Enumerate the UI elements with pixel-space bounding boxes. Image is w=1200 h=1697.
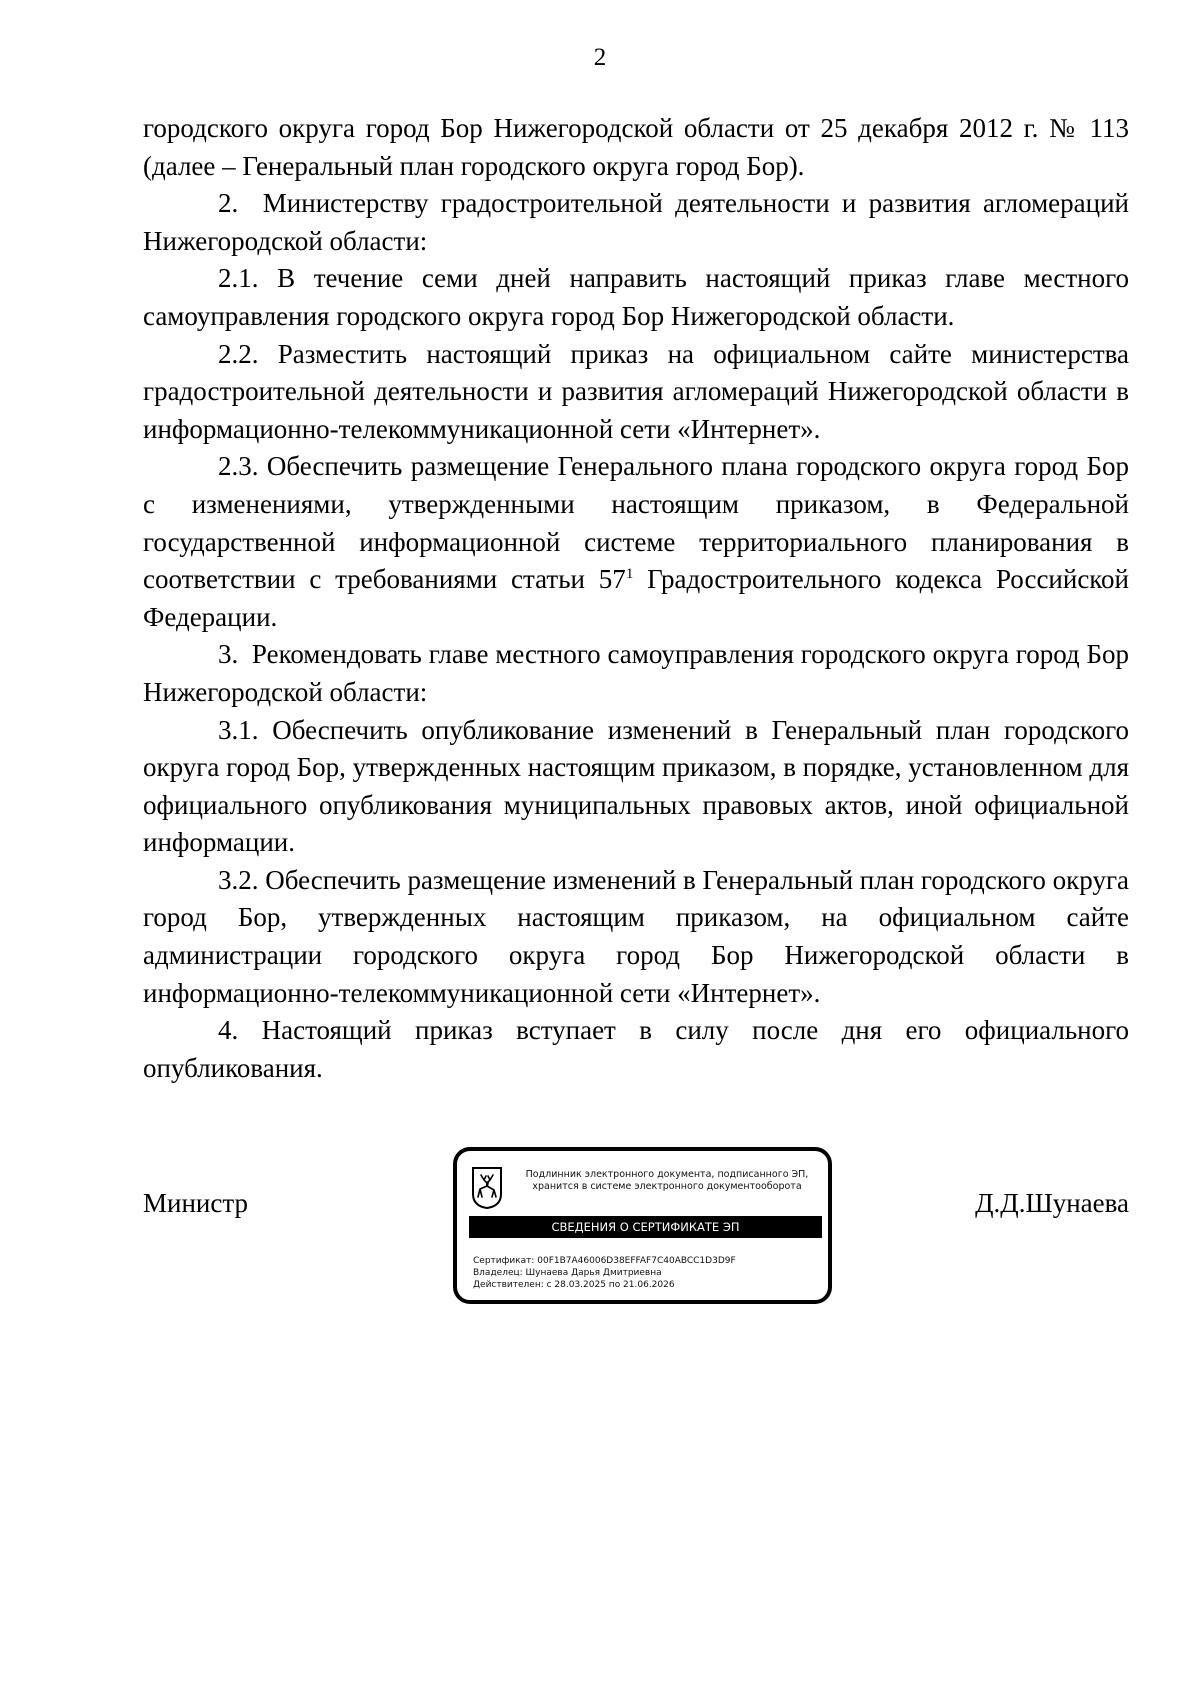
signatory-title: Министр: [143, 1188, 248, 1218]
paragraph-3-1: 3.1. Обеспечить опубликование изменений в Генеральный план городского округа город Бор, утвержденных настоящим приказом, в порядке, установленном для официального опубликования муниципальных правовых актов, иной официальной информации.: [143, 714, 1130, 858]
article-superscript: 1: [625, 566, 634, 583]
paragraph-4: 4. Настоящий приказ вступает в силу после дня его официального опубликования.: [143, 1015, 1129, 1083]
paragraph-2-1: 2.1. В течение семи дней направить настоящий приказ главе местного самоуправления городского округа город Бор Нижегородской области.: [143, 263, 1129, 331]
electronic-signature-stamp: [453, 1147, 832, 1304]
paragraph-2: 2. Министерству градостроительной деятельности и развития агломераций Нижегородской области:: [143, 188, 1129, 256]
paragraph-continuation: городского округа город Бор Нижегородской области от 25 декабря 2012 г. № 113 (далее – Генеральный план городского округа город Бор).: [143, 113, 1129, 181]
certificate-owner: Владелец: Шунаева Дарья Дмитриевна: [473, 1268, 662, 1278]
paragraph-3: 3. Рекомендовать главе местного самоуправления городского округа город Бор Нижегородской области:: [143, 639, 1129, 707]
paragraph-3-2: 3.2. Обеспечить размещение изменений в Генеральный план городского округа город Бор, утвержденных настоящим приказом, на официальном сайте администрации городского округа город Бор Нижегородской области в информационно-телекоммуникационной сети «Интернет».: [143, 864, 1129, 1008]
stamp-notice: [509, 1169, 825, 1193]
certificate-header: СВЕДЕНИЯ О СЕРТИФИКАТЕ ЭП: [469, 1216, 822, 1238]
document-body: [143, 110, 1129, 1087]
nizhny-novgorod-deer-emblem-icon: [471, 1166, 503, 1209]
signatory-name: Д.Д.Шунаева: [975, 1188, 1129, 1218]
certificate-validity: Действителен: с 28.03.2025 по 21.06.2026: [473, 1280, 675, 1290]
stamp-notice-line-1: Подлинник электронного документа, подписанного ЭП,: [525, 1169, 809, 1180]
paragraph-2-3-text-start: 2.3. Обеспечить размещение Генерального плана городского округа город Бор с изменениями, утвержденными настоящим приказом, в Федеральной государственной информационной системе территориального планирования в соответствии с требованиями статьи 57: [143, 451, 1129, 595]
certificate-details: [473, 1255, 823, 1291]
certificate-number: Сертификат: 00F1B7A46006D38EFFAF7C40ABCC1D3D9F: [473, 1256, 736, 1266]
stamp-notice-line-2: хранится в системе электронного документооборота: [532, 1181, 802, 1192]
paragraph-2-3-text-end: Градостроительного кодекса Российской Федерации.: [143, 564, 1130, 632]
paragraph-2-2: 2.2. Разместить настоящий приказ на официальном сайте министерства градостроительной деятельности и развития агломераций Нижегородской области в информационно-телекоммуникационной сети «Интернет».: [143, 338, 1129, 444]
page-number: 2: [593, 44, 607, 71]
paragraph-2-3: [143, 448, 1129, 636]
